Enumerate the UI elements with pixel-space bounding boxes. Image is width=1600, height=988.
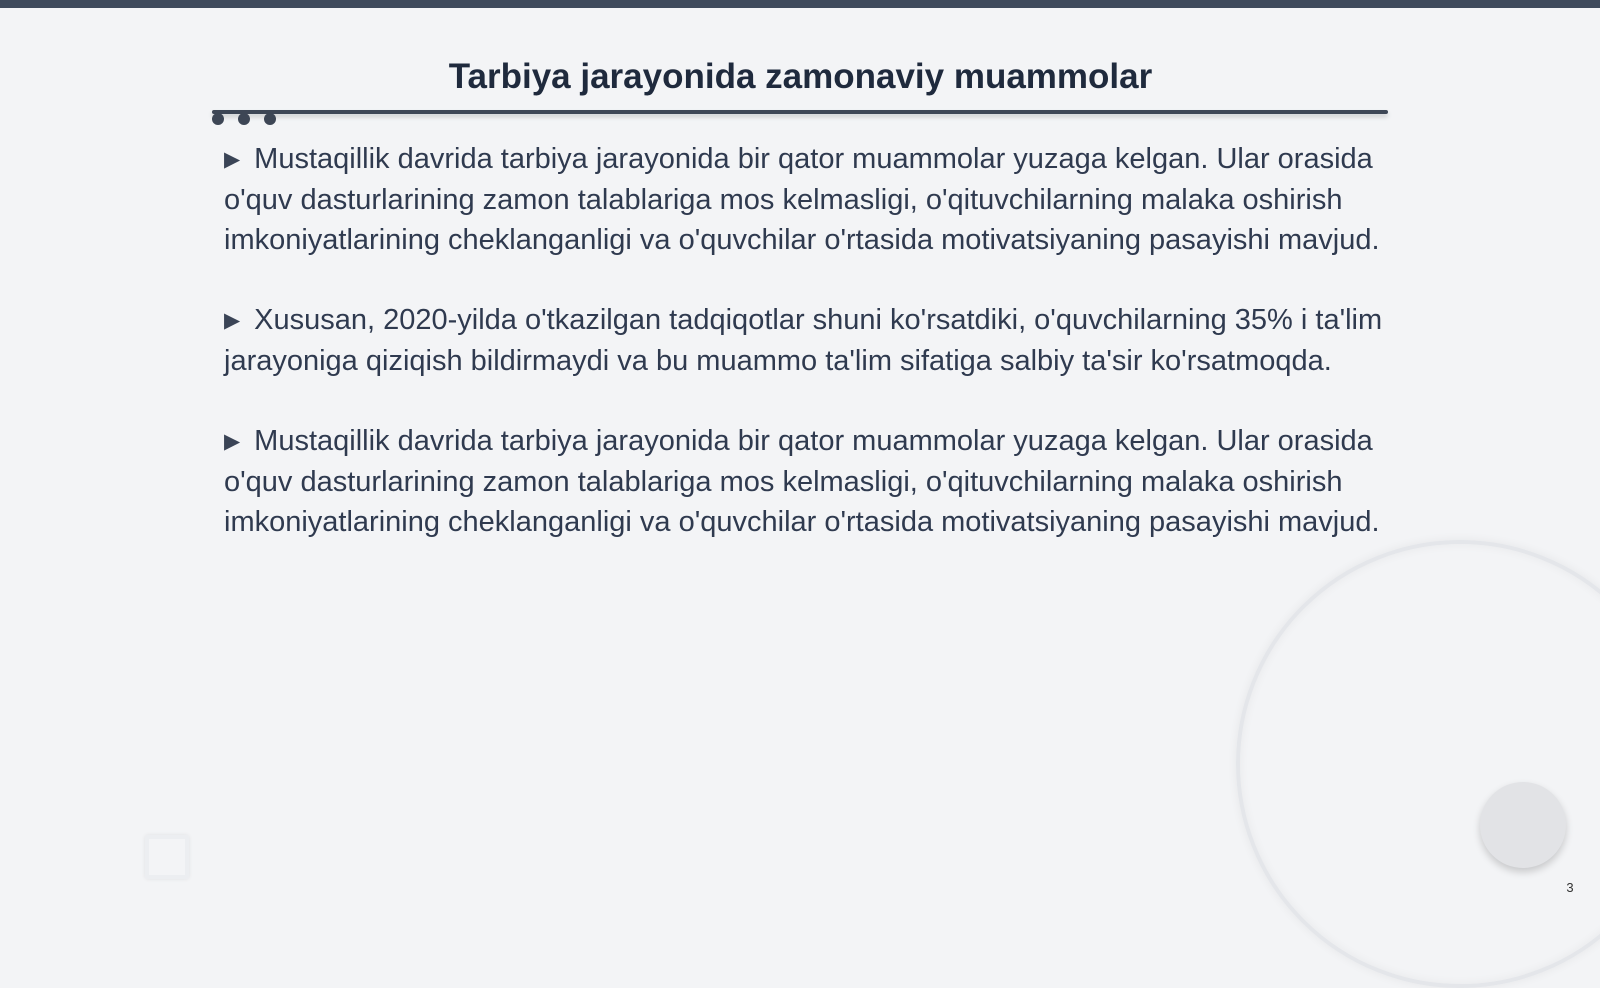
rule-dot: [238, 113, 250, 125]
bullet-item: [224, 300, 1384, 381]
bullet-item: [224, 421, 1384, 542]
bullet-list: [224, 139, 1384, 582]
top-accent-bar: [0, 0, 1600, 8]
title-underline: [212, 110, 1388, 114]
decorative-ring: [1236, 540, 1600, 988]
slide-title: Tarbiya jarayonida zamonaviy muammolar: [448, 57, 1153, 96]
triangle-bullet-icon: ▶: [224, 148, 241, 171]
triangle-bullet-icon: ▶: [224, 430, 241, 453]
page-number: 3: [1566, 880, 1574, 895]
decorative-square: [145, 835, 189, 879]
title-rule-dots: [212, 113, 276, 125]
bullet-text: Mustaqillik davrida tarbiya jarayonida bir qator muammolar yuzaga kelgan. Ular orasida o'quv dasturlarining zamon talablariga mos kelmasligi, o'qituvchilarning malaka oshirish imkoniyatlarining cheklanganligi va o'quvchilar o'rtasida motivatsiyaning pasayishi mavjud.: [224, 425, 1380, 538]
rule-dot: [264, 113, 276, 125]
bullet-text: Xususan, 2020-yilda o'tkazilgan tadqiqotlar shuni ko'rsatdiki, o'quvchilarning 35% i ta'lim jarayoniga qiziqish bildirmaydi va bu muammo ta'lim sifatiga salbiy ta'sir ko'rsatmoqda.: [224, 304, 1383, 377]
bullet-item: [224, 139, 1384, 260]
rule-dot: [212, 113, 224, 125]
bullet-text: Mustaqillik davrida tarbiya jarayonida bir qator muammolar yuzaga kelgan. Ular orasida o'quv dasturlarining zamon talablariga mos kelmasligi, o'qituvchilarning malaka oshirish imkoniyatlarining cheklanganligi va o'quvchilar o'rtasida motivatsiyaning pasayishi mavjud.: [224, 143, 1380, 256]
triangle-bullet-icon: ▶: [224, 309, 241, 332]
decorative-circle: [1480, 782, 1566, 868]
